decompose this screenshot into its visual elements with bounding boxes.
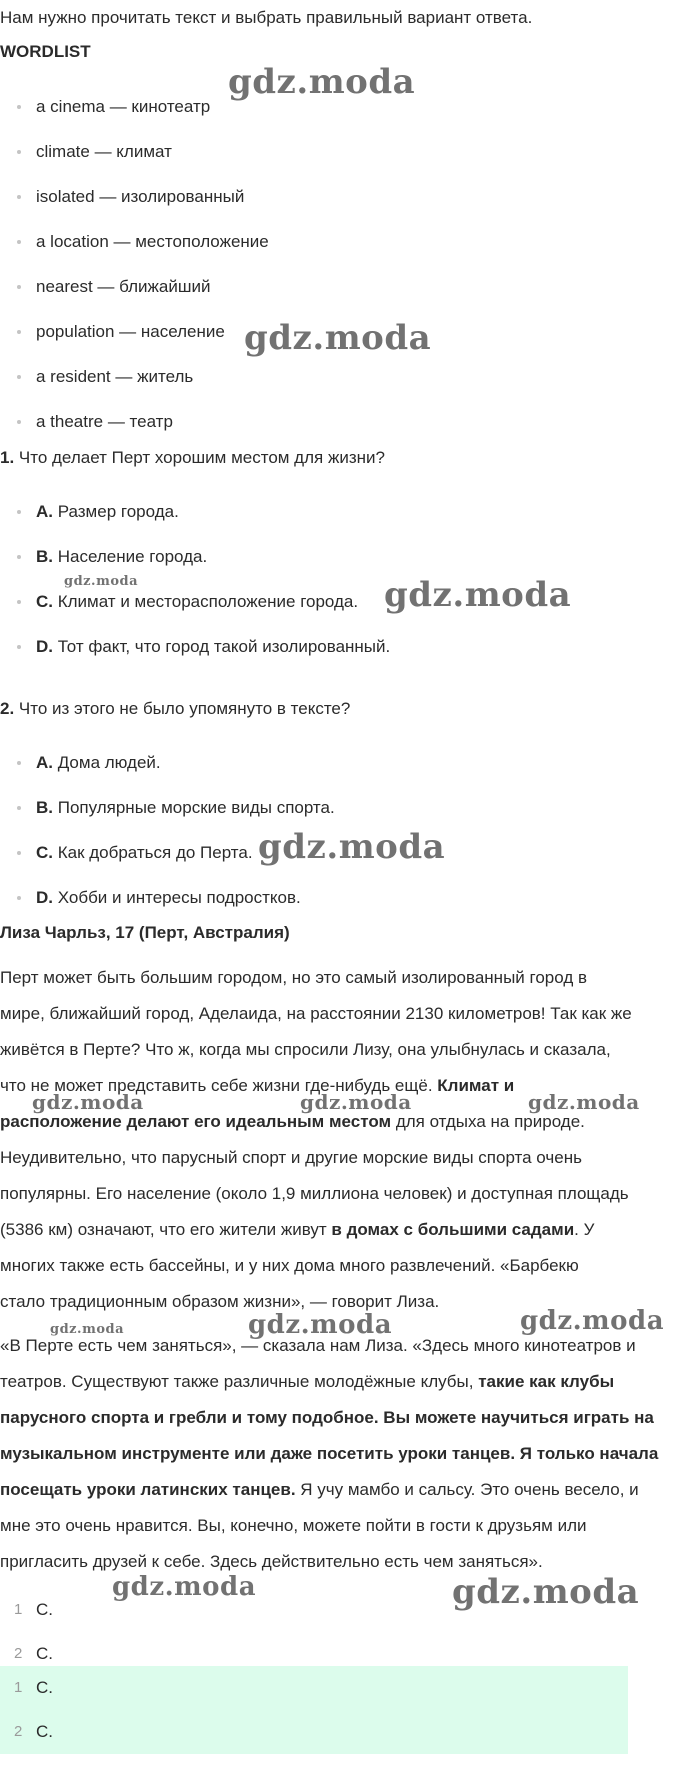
watermark: gdz.moda [300, 1090, 412, 1114]
watermark: gdz.moda [32, 1090, 144, 1114]
bullet-icon [17, 645, 21, 649]
bullet-icon [17, 330, 21, 334]
answer-row: 1 C. [14, 1600, 53, 1619]
question-1: 1. Что делает Перт хорошим местом для жизни? [0, 448, 385, 467]
bullet-icon [17, 420, 21, 424]
watermark: gdz.moda [528, 1090, 640, 1114]
answer-row-correct: 1 C. [0, 1666, 628, 1710]
bullet-icon [17, 150, 21, 154]
watermark: gdz.moda [64, 574, 139, 589]
answer-row-correct: 2 C. [0, 1710, 628, 1754]
bullet-icon [17, 896, 21, 900]
wordlist-title: WORDLIST [0, 42, 91, 61]
bullet-icon [17, 375, 21, 379]
author-heading: Лиза Чарльз, 17 (Перт, Австралия) [0, 923, 290, 942]
bullet-icon [17, 761, 21, 765]
bullet-icon [17, 285, 21, 289]
watermark: gdz.moda [50, 1322, 125, 1337]
intro-text: Нам нужно прочитать текст и выбрать правильный вариант ответа. [0, 8, 533, 27]
watermark: gdz.moda [384, 575, 572, 615]
watermark: gdz.moda [258, 827, 446, 867]
bullet-icon [17, 851, 21, 855]
bullet-icon [17, 195, 21, 199]
bullet-icon [17, 240, 21, 244]
question-2: 2. Что из этого не было упомянуто в тексте? [0, 699, 351, 718]
answer-row: 2 C. [14, 1644, 53, 1663]
watermark: gdz.moda [452, 1572, 640, 1612]
watermark: gdz.moda [248, 1310, 393, 1340]
watermark: gdz.moda [520, 1306, 665, 1336]
bullet-icon [17, 510, 21, 514]
bullet-icon [17, 555, 21, 559]
watermark: gdz.moda [112, 1572, 257, 1602]
bullet-icon [17, 600, 21, 604]
bullet-icon [17, 806, 21, 810]
watermark: gdz.moda [228, 62, 416, 102]
bullet-icon [17, 105, 21, 109]
watermark: gdz.moda [244, 318, 432, 358]
